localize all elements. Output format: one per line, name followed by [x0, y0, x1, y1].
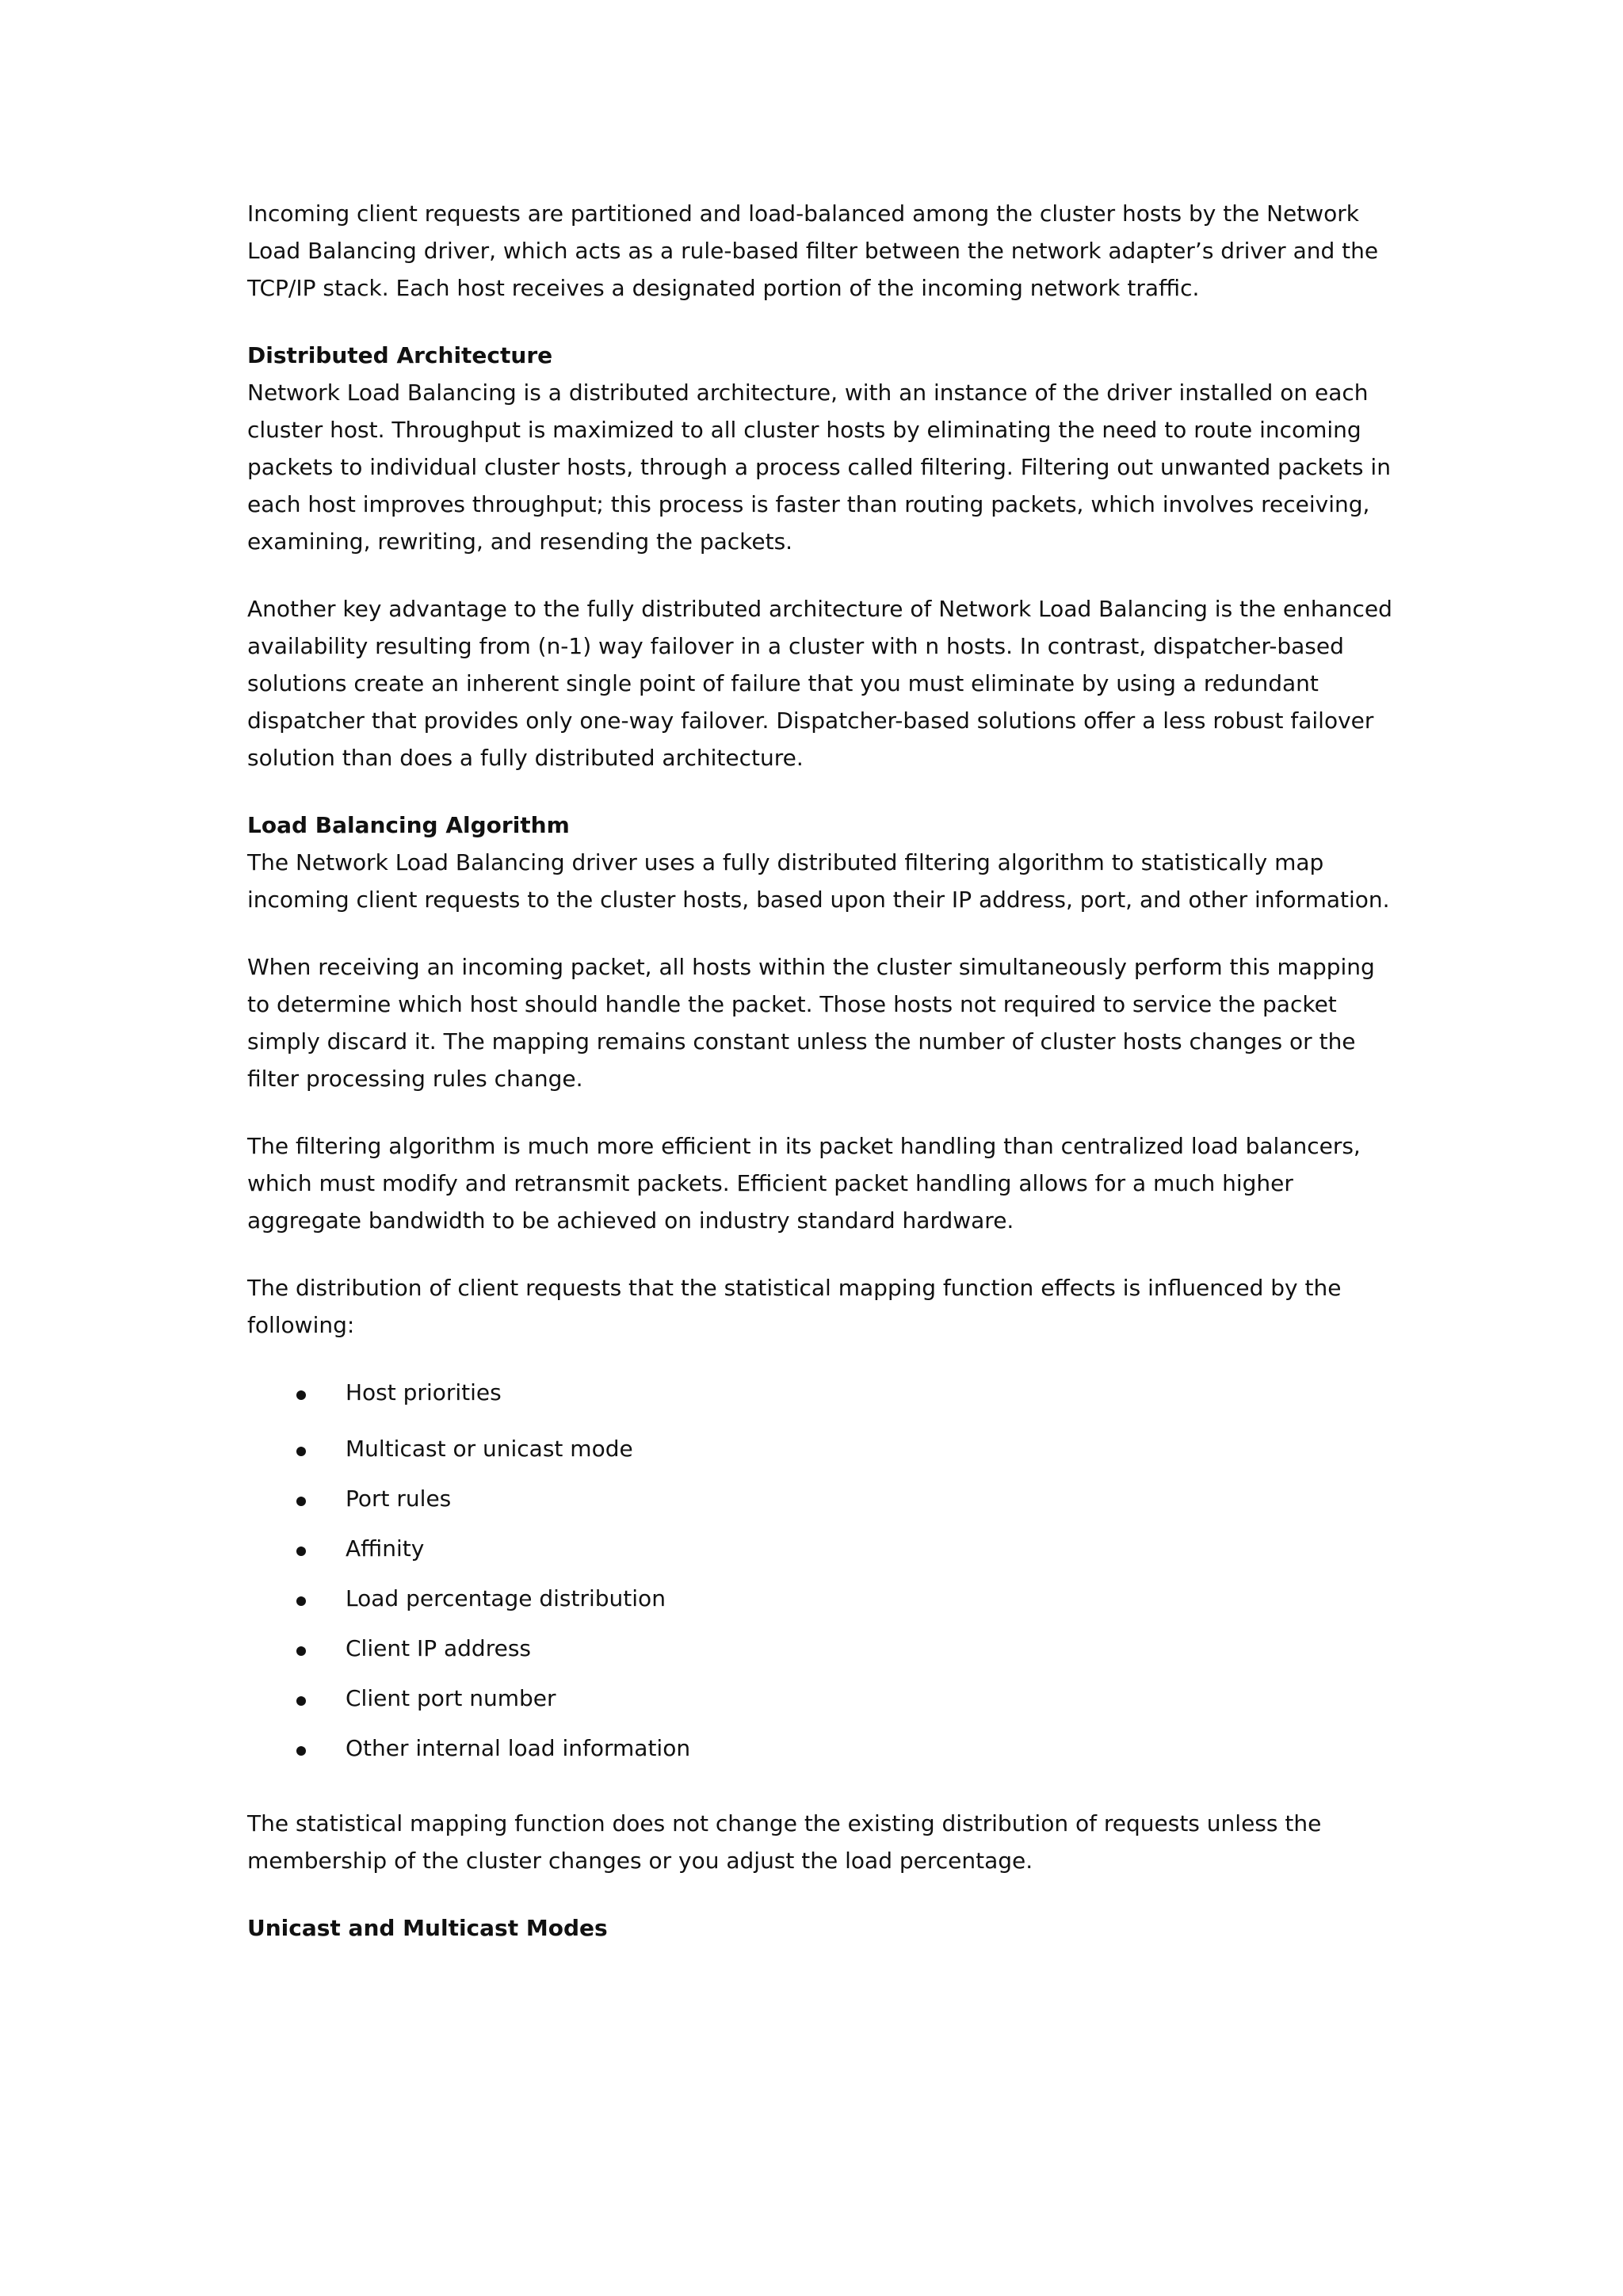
bullet-icon	[296, 1390, 306, 1400]
bullet-icon	[296, 1696, 306, 1706]
bullet-icon	[296, 1746, 306, 1756]
bullet-icon	[296, 1596, 306, 1606]
algorithm-paragraph-3: The filtering algorithm is much more efficient in its packet handling than centralized load balancers, which must modify and retransmit packets. Efficient packet handling allows for a much higher aggregate bandwidth to be achieved on industry standard hardware.	[247, 1133, 1361, 1234]
bullet-icon	[296, 1547, 306, 1556]
list-item-label: Port rules	[346, 1486, 452, 1512]
load-balancing-algorithm-heading: Load Balancing Algorithm	[247, 812, 570, 838]
list-item	[247, 1680, 1396, 1717]
list-item-label: Client port number	[346, 1685, 556, 1711]
list-item	[247, 1580, 1396, 1617]
algorithm-paragraph-5: The statistical mapping function does not change the existing distribution of requests unless the membership of the cluster changes or you adjust the load percentage.	[247, 1810, 1322, 1874]
algorithm-paragraph-2: When receiving an incoming packet, all hosts within the cluster simultaneously perform this mapping to determine which host should handle the packet. Those hosts not required to service the packet simply discard it. The mapping remains constant unless the number of cluster hosts changes or the filter processing rules change.	[247, 954, 1375, 1092]
algorithm-paragraph-1: The Network Load Balancing driver uses a fully distributed filtering algorithm to statistically map incoming client requests to the cluster hosts, based upon their IP address, port, and other information.	[247, 849, 1390, 913]
bullet-icon	[296, 1447, 306, 1456]
list-item	[247, 1530, 1396, 1567]
distributed-architecture-paragraph-1: Network Load Balancing is a distributed architecture, with an instance of the driver installed on each cluster host. Throughput is maximized to all cluster hosts by eliminating the need to route incoming packets to individual cluster hosts, through a process called filtering. Filtering out unwanted packets in each host improves throughput; this process is faster than routing packets, which involves receiving, examining, rewriting, and resending the packets.	[247, 379, 1391, 555]
algorithm-paragraph-4: The distribution of client requests that the statistical mapping function effects is influenced by the following:	[247, 1275, 1342, 1338]
list-item-label: Client IP address	[346, 1635, 532, 1661]
distributed-architecture-heading: Distributed Architecture	[247, 342, 553, 368]
list-item-label: Multicast or unicast mode	[346, 1436, 633, 1462]
list-item	[247, 1730, 1396, 1767]
list-item	[247, 1480, 1396, 1517]
list-item-label: Other internal load information	[346, 1735, 691, 1761]
list-item-label: Host priorities	[346, 1379, 502, 1405]
distributed-architecture-paragraph-2: Another key advantage to the fully distributed architecture of Network Load Balancing is the enhanced availability resulting from (n-1) way failover in a cluster with n hosts. In contrast, dispatcher-based solutions create an inherent single point of failure that you must eliminate by using a redundant dispatcher that provides only one-way failover. Dispatcher-based solutions offer a less robust failover solution than does a fully distributed architecture.	[247, 596, 1392, 771]
intro-paragraph: Incoming client requests are partitioned and load-balanced among the cluster hosts by the Network Load Balancing driver, which acts as a rule-based filter between the network adapter’s driver and the TCP/IP stack. Each host receives a designated portion of the incoming network traffic.	[247, 200, 1379, 301]
list-item-label: Load percentage distribution	[346, 1585, 666, 1611]
influence-factors-list	[247, 1374, 1396, 1767]
bullet-icon	[296, 1497, 306, 1506]
list-item-label: Affinity	[346, 1535, 425, 1562]
list-item	[247, 1630, 1396, 1667]
list-item	[247, 1430, 1396, 1467]
bullet-icon	[296, 1646, 306, 1656]
list-item	[247, 1374, 1396, 1411]
document-page	[247, 195, 1396, 1947]
unicast-multicast-modes-heading: Unicast and Multicast Modes	[247, 1915, 608, 1941]
